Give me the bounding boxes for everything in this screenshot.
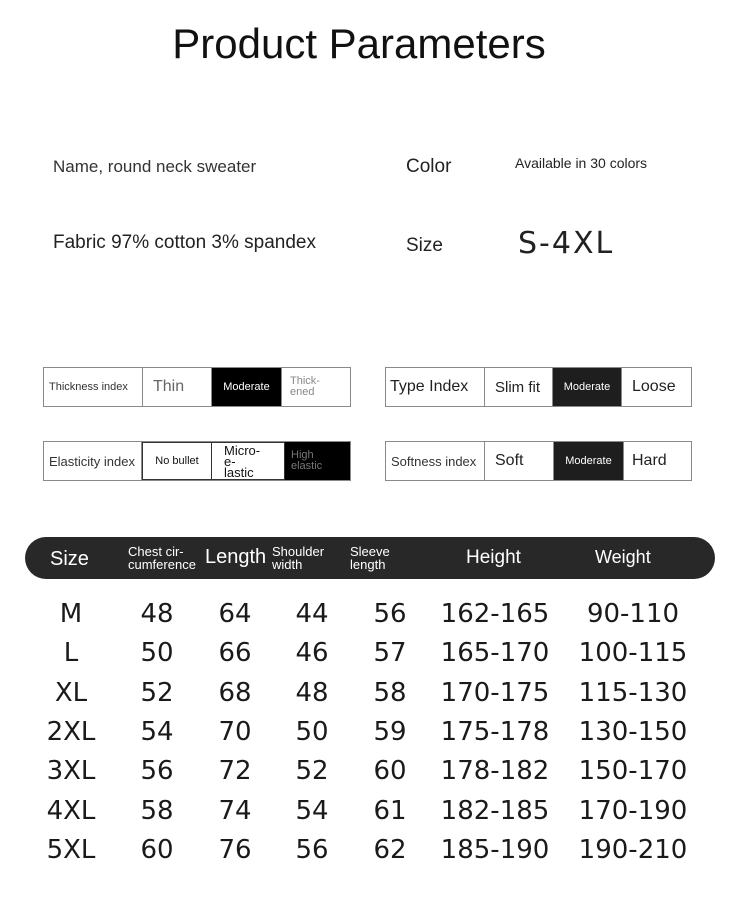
cell-sleeve: 60 — [373, 756, 407, 786]
cell-height: 175-178 — [440, 717, 550, 747]
color-label: Color — [406, 156, 452, 177]
page-title: Product Parameters — [172, 20, 546, 67]
thickness-option-thickened: Thick-ened — [290, 375, 320, 398]
cell-weight: 150-170 — [578, 756, 688, 786]
softness-option-moderate: Moderate — [554, 442, 624, 480]
table-row — [0, 714, 750, 750]
cell-height: 170-175 — [440, 678, 550, 708]
thickness-option-thin: Thin — [143, 368, 212, 406]
cell-size: M — [59, 599, 83, 629]
type-option-slim-fit: Slim fit — [485, 368, 553, 406]
cell-size: 2XL — [46, 717, 96, 747]
cell-chest: 54 — [140, 717, 174, 747]
cell-shoulder: 44 — [295, 599, 329, 629]
cell-chest: 52 — [140, 678, 174, 708]
cell-chest: 60 — [140, 835, 174, 865]
softness-option-soft: Soft — [485, 442, 554, 480]
cell-weight: 100-115 — [578, 638, 688, 668]
cell-length: 72 — [218, 756, 252, 786]
elasticity-option-no-bullet: No bullet — [142, 442, 212, 480]
cell-height: 162-165 — [440, 599, 550, 629]
cell-length: 76 — [218, 835, 252, 865]
cell-chest: 48 — [140, 599, 174, 629]
header-sleeve: Sleeve length — [350, 544, 390, 572]
elasticity-index-label: Elasticity index — [44, 442, 142, 480]
cell-size: 5XL — [46, 835, 96, 865]
type-index — [385, 367, 692, 407]
cell-shoulder: 54 — [295, 796, 329, 826]
table-row — [0, 596, 750, 632]
type-option-loose: Loose — [632, 378, 676, 395]
cell-height: 178-182 — [440, 756, 550, 786]
header-length: Length — [205, 546, 267, 568]
cell-chest: 56 — [140, 756, 174, 786]
header-weight: Weight — [595, 547, 651, 567]
cell-length: 70 — [218, 717, 252, 747]
size-label: Size — [406, 235, 443, 256]
elasticity-option-high-elastic: High elastic — [285, 442, 350, 480]
cell-shoulder: 50 — [295, 717, 329, 747]
thickness-index — [43, 367, 351, 407]
thickness-index-label: Thickness index — [44, 368, 143, 406]
cell-sleeve: 62 — [373, 835, 407, 865]
cell-shoulder: 46 — [295, 638, 329, 668]
header-size: Size — [50, 548, 89, 570]
cell-sleeve: 57 — [373, 638, 407, 668]
size-range: S-4XL — [518, 226, 615, 261]
cell-weight: 190-210 — [578, 835, 688, 865]
cell-length: 64 — [218, 599, 252, 629]
size-table-header — [25, 537, 715, 579]
type-option-moderate: Moderate — [553, 368, 622, 406]
table-row — [0, 832, 750, 868]
softness-index-label: Softness index — [386, 442, 485, 480]
cell-sleeve: 58 — [373, 678, 407, 708]
cell-height: 165-170 — [440, 638, 550, 668]
table-row — [0, 675, 750, 711]
cell-chest: 50 — [140, 638, 174, 668]
cell-size: 3XL — [46, 756, 96, 786]
table-row — [0, 793, 750, 829]
cell-weight: 90-110 — [586, 599, 680, 629]
product-name: Name, round neck sweater — [53, 157, 257, 176]
fabric-info: Fabric 97% cotton 3% spandex — [53, 232, 316, 253]
cell-length: 66 — [218, 638, 252, 668]
cell-length: 68 — [218, 678, 252, 708]
type-index-label: Type Index — [386, 368, 485, 406]
cell-height: 185-190 — [440, 835, 550, 865]
table-row — [0, 753, 750, 789]
cell-shoulder: 52 — [295, 756, 329, 786]
cell-size: L — [63, 638, 79, 668]
cell-chest: 58 — [140, 796, 174, 826]
cell-height: 182-185 — [440, 796, 550, 826]
cell-shoulder: 56 — [295, 835, 329, 865]
cell-size: XL — [54, 678, 88, 708]
cell-weight: 130-150 — [578, 717, 688, 747]
color-value: Available in 30 colors — [515, 155, 648, 171]
header-shoulder: Shoulder width — [272, 544, 325, 572]
cell-weight: 170-190 — [578, 796, 688, 826]
cell-sleeve: 59 — [373, 717, 407, 747]
cell-sleeve: 61 — [373, 796, 407, 826]
cell-sleeve: 56 — [373, 599, 407, 629]
header-height: Height — [466, 547, 521, 568]
cell-shoulder: 48 — [295, 678, 329, 708]
cell-length: 74 — [218, 796, 252, 826]
table-row — [0, 635, 750, 671]
softness-option-hard: Hard — [632, 452, 667, 469]
softness-index — [385, 441, 692, 481]
header-chest: Chest cir-cumference — [128, 544, 196, 572]
elasticity-option-micro-elastic: Micro-e-lastic — [212, 442, 285, 480]
elasticity-index — [43, 441, 351, 481]
cell-size: 4XL — [46, 796, 96, 826]
cell-weight: 115-130 — [578, 678, 688, 708]
thickness-option-moderate: Moderate — [212, 368, 282, 406]
